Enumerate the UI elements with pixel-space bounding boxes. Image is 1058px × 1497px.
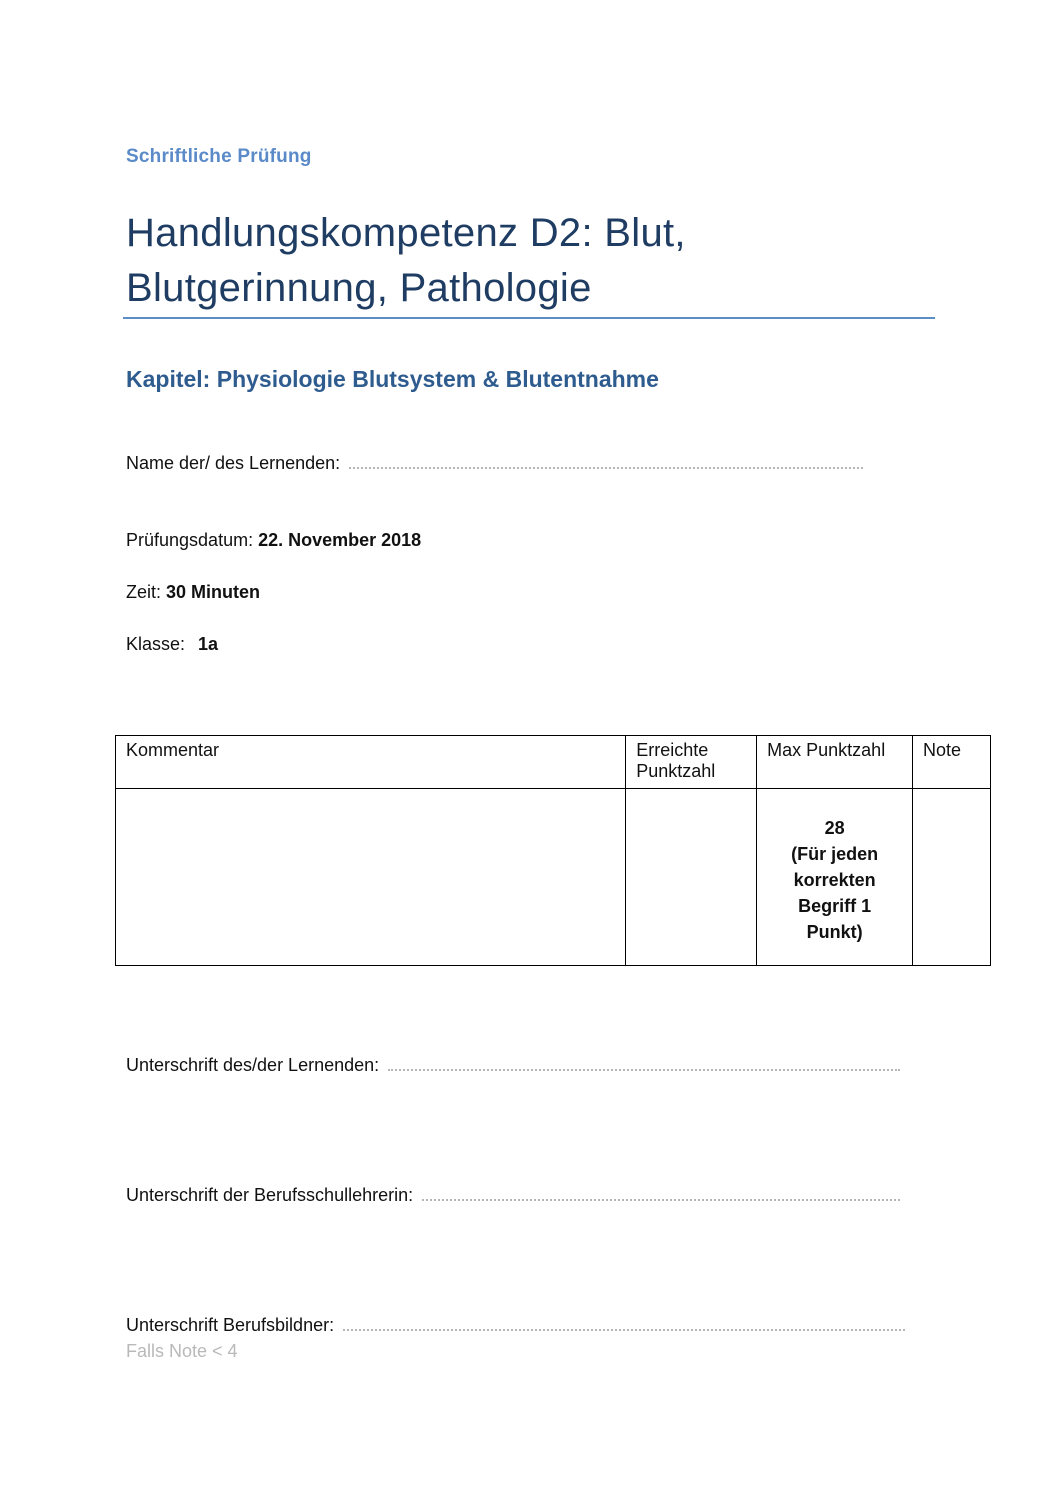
title-line-1: Handlungskompetenz D2: Blut, [126,211,686,255]
teacher-signature-field [126,1185,900,1206]
class-field [126,634,218,655]
header-max-points: Max Punktzahl [757,736,913,789]
header-grade: Note [913,736,991,789]
trainer-signature-hint: Falls Note < 4 [126,1341,238,1361]
learner-name-field [126,453,863,474]
trainer-signature-field [126,1315,905,1336]
table-row [116,789,991,966]
exam-time-value: 30 Minuten [166,582,261,602]
max-points-value: 28 [824,818,845,838]
teacher-signature-label: Unterschrift der Berufsschullehrerin: [126,1185,414,1205]
exam-time-field [126,582,260,603]
exam-date-field [126,530,421,551]
document-title [126,206,946,316]
header-achieved-points [626,736,757,789]
header-achieved-line-1: Erreichte [636,740,709,760]
max-points-note-2: korrekten [793,870,876,890]
title-divider [123,317,935,319]
comment-cell[interactable] [116,789,626,966]
teacher-signature-blank[interactable] [422,1185,900,1201]
max-points-note-3: Begriff 1 [798,896,872,916]
max-points-note-1: (Für jeden [791,844,879,864]
table-header-row [116,736,991,789]
learner-name-label: Name der/ des Lernenden: [126,453,341,473]
grade-cell[interactable] [913,789,991,966]
trainer-signature-label: Unterschrift Berufsbildner: [126,1315,335,1335]
class-value: 1a [198,634,219,654]
exam-type-label: Schriftliche Prüfung [126,146,312,167]
grading-table [115,735,991,966]
trainer-signature-blank[interactable] [343,1315,905,1331]
class-label: Klasse: [126,634,186,654]
max-points-cell [757,789,913,966]
exam-time-label: Zeit: [126,582,162,602]
title-line-2: Blutgerinnung, Pathologie [126,266,592,310]
max-points-note-4: Punkt) [806,922,863,942]
header-achieved-line-2: Punktzahl [636,761,716,781]
exam-date-label: Prüfungsdatum: [126,530,254,550]
learner-signature-blank[interactable] [388,1055,900,1071]
header-comment: Kommentar [116,736,626,789]
learner-signature-field [126,1055,900,1076]
learner-name-blank[interactable] [349,453,863,469]
exam-date-value: 22. November 2018 [258,530,422,550]
learner-signature-label: Unterschrift des/der Lernenden: [126,1055,380,1075]
chapter-heading: Kapitel: Physiologie Blutsystem & Blutentnahme [126,366,659,392]
achieved-points-cell[interactable] [626,789,757,966]
